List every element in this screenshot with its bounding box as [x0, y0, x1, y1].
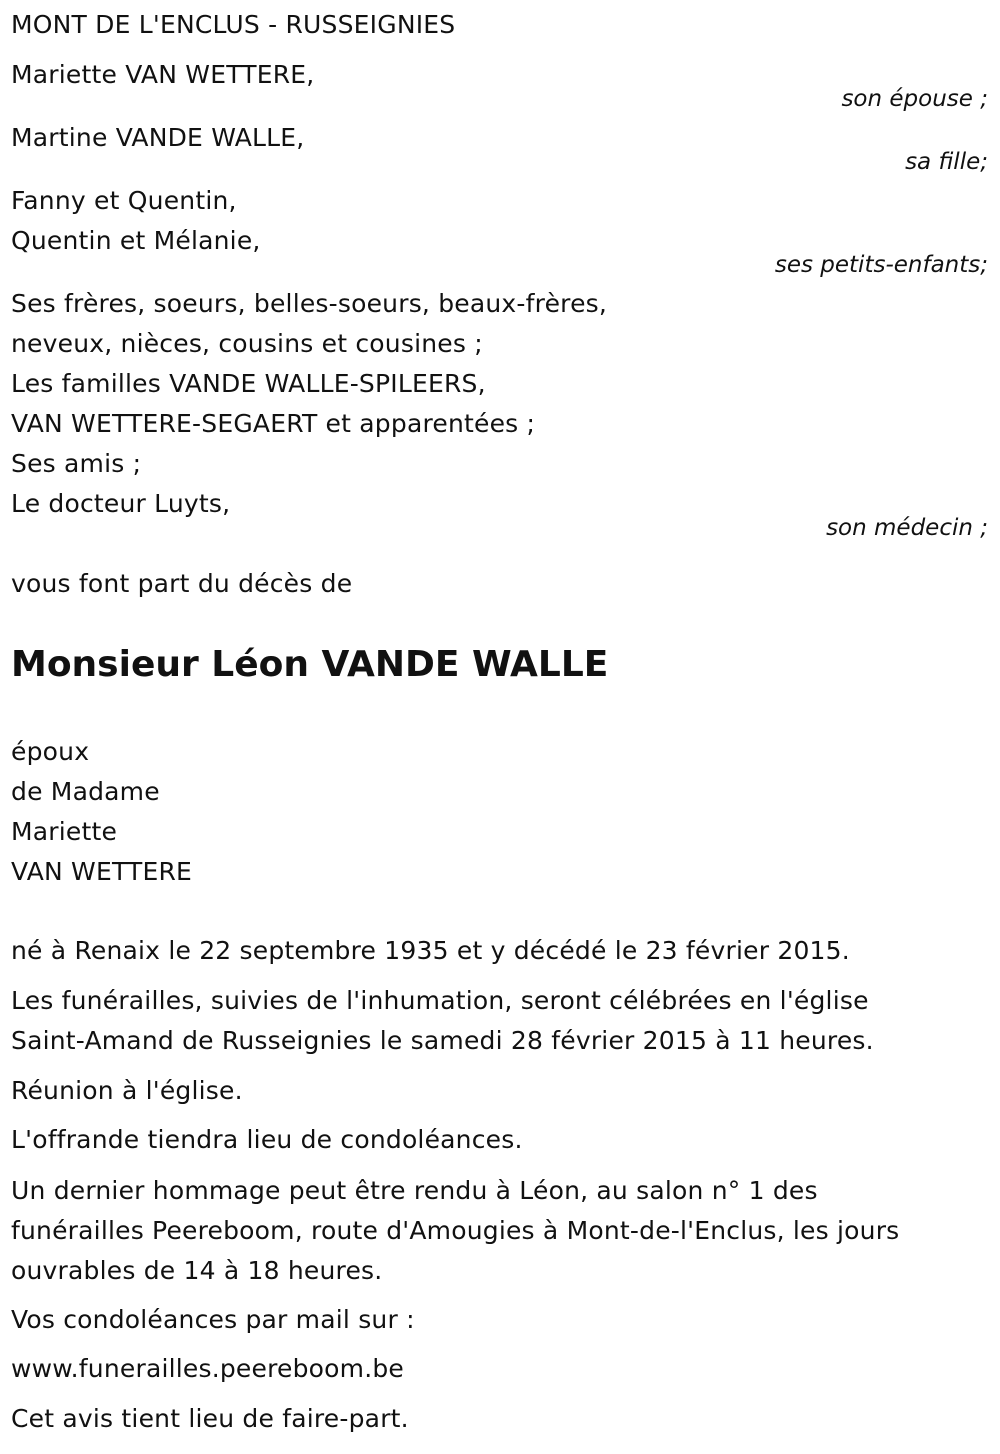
others-line-1: Ses frères, soeurs, belles-soeurs, beaux-frères, [11, 289, 608, 318]
family-grandchildren-name-2: Quentin et Mélanie, [11, 226, 261, 255]
others-line-5: Ses amis ; [11, 449, 142, 478]
doctor-role: son médecin ; [826, 515, 988, 541]
spouse-line-3: Mariette [11, 817, 118, 846]
funeral-line-2: Saint-Amand de Russeignies le samedi 28 février 2015 à 11 heures. [11, 1026, 874, 1055]
announce-text: vous font part du décès de [11, 569, 353, 598]
birth-death-text: né à Renaix le 22 septembre 1935 et y décédé le 23 février 2015. [11, 936, 850, 965]
header-location: MONT DE L'ENCLUS - RUSSEIGNIES [11, 10, 456, 39]
family-grandchildren-role: ses petits-enfants; [774, 252, 988, 278]
website-link[interactable]: www.funerailles.peereboom.be [11, 1354, 405, 1383]
others-line-6: Le docteur Luyts, [11, 489, 231, 518]
spouse-line-2: de Madame [11, 777, 160, 806]
deceased-name: Monsieur Léon VANDE WALLE [11, 644, 609, 685]
family-daughter-name: Martine VANDE WALLE, [11, 123, 305, 152]
others-line-4: VAN WETTERE-SEGAERT et apparentées ; [11, 409, 536, 438]
tribute-line-2: funérailles Peereboom, route d'Amougies à Mont-de-l'Enclus, les jours [11, 1216, 900, 1245]
spouse-line-1: époux [11, 737, 90, 766]
condolences-label: Vos condoléances par mail sur : [11, 1305, 415, 1334]
others-line-3: Les familles VANDE WALLE-SPILEERS, [11, 369, 486, 398]
spouse-line-4: VAN WETTERE [11, 857, 193, 886]
family-grandchildren-name-1: Fanny et Quentin, [11, 186, 237, 215]
meeting-text: Réunion à l'église. [11, 1076, 243, 1105]
others-line-2: neveux, nièces, cousins et cousines ; [11, 329, 483, 358]
funeral-line-1: Les funérailles, suivies de l'inhumation, seront célébrées en l'église [11, 986, 869, 1015]
family-spouse-role: son épouse ; [841, 86, 988, 112]
tribute-line-3: ouvrables de 14 à 18 heures. [11, 1256, 383, 1285]
family-daughter-role: sa fille; [905, 149, 988, 175]
offering-text: L'offrande tiendra lieu de condoléances. [11, 1125, 523, 1154]
tribute-line-1: Un dernier hommage peut être rendu à Léon, au salon n° 1 des [11, 1176, 818, 1205]
family-spouse-name: Mariette VAN WETTERE, [11, 60, 315, 89]
notice-text: Cet avis tient lieu de faire-part. [11, 1404, 409, 1433]
